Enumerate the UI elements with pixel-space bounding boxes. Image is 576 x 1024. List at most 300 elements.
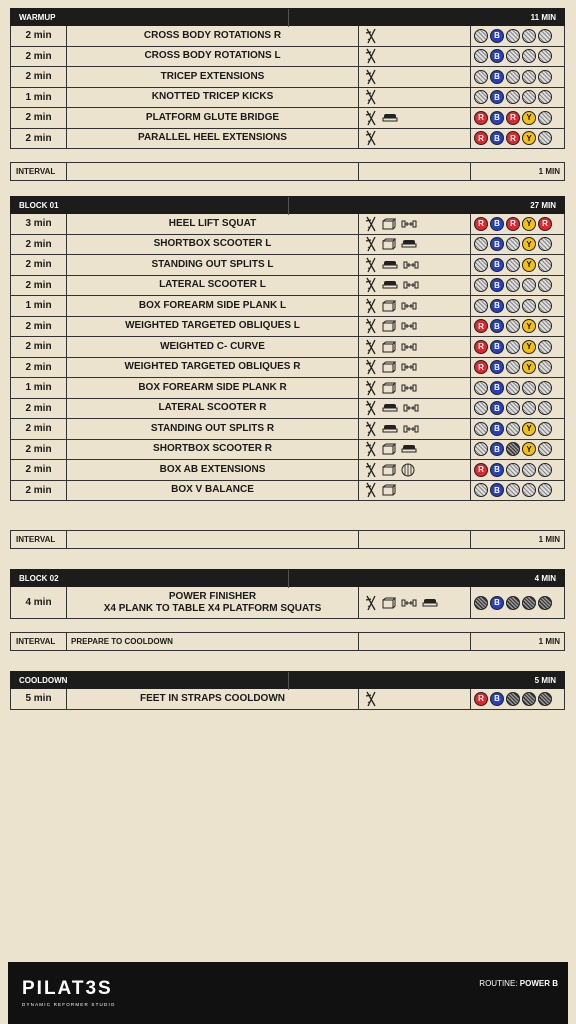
exercise-row [10,108,565,129]
level-empty-icon [506,90,520,104]
level-y-badge: Y [522,237,536,251]
interval-bar [10,162,565,181]
dumbbell-icon [401,383,417,393]
level-y-badge: Y [522,340,536,354]
interval-blank [359,163,471,180]
equipment-cell [359,460,471,480]
section-header [10,569,565,587]
box-icon [382,320,396,332]
exercise-row [10,460,565,481]
strap-icon [365,318,377,334]
exercise-name: TRICEP EXTENSIONS [67,67,359,87]
level-b-badge: B [490,299,504,313]
exercise-row [10,214,565,235]
platform-icon [382,424,398,434]
level-empty-icon [506,299,520,313]
level-b-badge: B [490,596,504,610]
section-duration: 5 MIN [534,675,556,685]
equipment-cell [359,296,471,316]
box-icon [382,238,396,250]
level-dark-icon [506,692,520,706]
level-empty-icon [506,360,520,374]
levels-cell [471,337,566,357]
interval-label: INTERVAL [11,163,67,180]
level-b-badge: B [490,442,504,456]
level-empty-icon [474,70,488,84]
equipment-cell [359,399,471,419]
level-empty-icon [474,381,488,395]
exercise-name: CROSS BODY ROTATIONS L [67,47,359,67]
levels-cell [471,108,566,128]
level-empty-icon [538,483,552,497]
level-y-badge: Y [522,131,536,145]
dumbbell-icon [403,403,419,413]
level-empty-icon [474,90,488,104]
exercise-time: 2 min [11,129,67,149]
strap-icon [365,462,377,478]
exercise-name: BOX FOREARM SIDE PLANK R [67,378,359,398]
level-r-badge: R [474,360,488,374]
equipment-cell [359,129,471,149]
levels-cell [471,689,566,709]
levels-cell [471,378,566,398]
platform-icon [401,239,417,249]
exercise-time: 2 min [11,47,67,67]
level-empty-icon [506,29,520,43]
level-empty-icon [538,49,552,63]
level-empty-icon [474,278,488,292]
exercise-time: 2 min [11,358,67,378]
ball-icon [401,463,415,477]
level-empty-icon [474,49,488,63]
exercise-row [10,587,565,619]
level-r-badge: R [474,217,488,231]
exercise-name: SHORTBOX SCOOTER R [67,440,359,460]
box-icon [382,382,396,394]
levels-cell [471,399,566,419]
level-empty-icon [474,258,488,272]
strap-icon [365,28,377,44]
level-empty-icon [538,111,552,125]
exercise-row [10,481,565,502]
exercise-row [10,255,565,276]
section-block01 [10,196,565,501]
level-empty-icon [506,401,520,415]
level-empty-icon [538,442,552,456]
level-empty-icon [506,278,520,292]
level-empty-icon [522,49,536,63]
interval-row [10,530,565,549]
level-r-badge: R [538,217,552,231]
level-b-badge: B [490,422,504,436]
level-empty-icon [538,319,552,333]
box-icon [382,597,396,609]
strap-icon [365,216,377,232]
exercise-time: 2 min [11,419,67,439]
box-icon [382,218,396,230]
strap-icon [365,130,377,146]
exercise-name [67,587,359,618]
levels-cell [471,460,566,480]
level-empty-icon [474,237,488,251]
level-y-badge: Y [522,422,536,436]
brand-logo [22,978,116,1007]
section-duration: 4 MIN [534,573,556,583]
strap-icon [365,421,377,437]
exercise-name: BOX AB EXTENSIONS [67,460,359,480]
exercise-name-line1: POWER FINISHER [168,590,257,602]
exercise-name: HEEL LIFT SQUAT [67,214,359,234]
level-empty-icon [522,299,536,313]
level-b-badge: B [490,237,504,251]
box-icon [382,341,396,353]
level-r-badge: R [506,131,520,145]
exercise-row [10,129,565,150]
platform-icon [401,444,417,454]
exercise-name: WEIGHTED C- CURVE [67,337,359,357]
level-empty-icon [538,422,552,436]
section-header [10,8,565,26]
exercise-row [10,276,565,297]
platform-icon [382,403,398,413]
strap-icon [365,257,377,273]
level-dark-icon [522,596,536,610]
exercise-row [10,440,565,461]
exercise-row [10,26,565,47]
strap-icon [365,691,377,707]
level-b-badge: B [490,360,504,374]
exercise-time: 2 min [11,399,67,419]
level-empty-icon [538,90,552,104]
equipment-cell [359,378,471,398]
equipment-cell [359,689,471,709]
level-y-badge: Y [522,111,536,125]
dumbbell-icon [401,598,417,608]
dumbbell-icon [403,280,419,290]
levels-cell [471,276,566,296]
section-block02 [10,569,565,619]
platform-icon [382,260,398,270]
levels-cell [471,255,566,275]
level-b-badge: B [490,278,504,292]
exercise-row [10,378,565,399]
dumbbell-icon [401,362,417,372]
levels-cell [471,88,566,108]
equipment-cell [359,317,471,337]
level-b-badge: B [490,483,504,497]
level-r-badge: R [474,319,488,333]
level-b-badge: B [490,692,504,706]
level-b-badge: B [490,131,504,145]
level-empty-icon [522,278,536,292]
routine-label [479,979,558,988]
box-icon [382,300,396,312]
exercise-time: 2 min [11,67,67,87]
box-icon [382,464,396,476]
interval-label: INTERVAL [11,531,67,548]
routine-name: POWER B [519,979,558,988]
level-y-badge: Y [522,319,536,333]
levels-cell [471,587,566,618]
level-empty-icon [538,463,552,477]
exercise-time: 1 min [11,296,67,316]
level-empty-icon [538,70,552,84]
level-r-badge: R [474,111,488,125]
equipment-cell [359,47,471,67]
exercise-time: 2 min [11,108,67,128]
exercise-row [10,67,565,88]
exercise-time: 5 min [11,689,67,709]
exercise-name: WEIGHTED TARGETED OBLIQUES R [67,358,359,378]
exercise-row [10,296,565,317]
strap-icon [365,89,377,105]
levels-cell [471,481,566,501]
level-b-badge: B [490,217,504,231]
exercise-time: 2 min [11,460,67,480]
levels-cell [471,129,566,149]
section-header [10,671,565,689]
interval-duration: 1 MIN [538,637,560,646]
level-r-badge: R [506,111,520,125]
exercise-time: 2 min [11,317,67,337]
level-r-badge: R [474,692,488,706]
exercise-name: LATERAL SCOOTER R [67,399,359,419]
level-empty-icon [506,319,520,333]
interval-row [10,162,565,181]
exercise-row [10,317,565,338]
exercise-name: KNOTTED TRICEP KICKS [67,88,359,108]
footer-bar [8,962,568,1024]
exercise-time: 2 min [11,440,67,460]
equipment-cell [359,67,471,87]
platform-icon [422,598,438,608]
level-empty-icon [506,483,520,497]
strap-icon [365,236,377,252]
level-empty-icon [538,299,552,313]
level-dark-icon [506,442,520,456]
levels-cell [471,358,566,378]
strap-icon [365,482,377,498]
equipment-cell [359,235,471,255]
level-empty-icon [506,237,520,251]
levels-cell [471,317,566,337]
level-b-badge: B [490,258,504,272]
level-empty-icon [522,483,536,497]
exercise-row [10,689,565,710]
interval-blank [359,633,471,650]
level-b-badge: B [490,49,504,63]
equipment-cell [359,276,471,296]
exercise-time: 4 min [11,587,67,618]
exercise-row [10,337,565,358]
level-empty-icon [474,29,488,43]
exercise-name: FEET IN STRAPS COOLDOWN [67,689,359,709]
level-y-badge: Y [522,360,536,374]
dumbbell-icon [401,301,417,311]
level-empty-icon [538,237,552,251]
box-icon [382,484,396,496]
section-title: COOLDOWN [19,675,68,685]
level-dark-icon [522,692,536,706]
exercise-name: LATERAL SCOOTER L [67,276,359,296]
interval-bar [10,530,565,549]
level-empty-icon [506,49,520,63]
interval-bar [10,632,565,651]
level-empty-icon [506,381,520,395]
level-empty-icon [522,29,536,43]
equipment-cell [359,214,471,234]
level-b-badge: B [490,70,504,84]
platform-icon [382,280,398,290]
section-duration: 27 MIN [530,200,556,210]
level-b-badge: B [490,319,504,333]
exercise-name-line2: X4 PLANK TO TABLE X4 PLATFORM SQUATS [103,602,322,614]
level-empty-icon [506,463,520,477]
exercise-row [10,399,565,420]
levels-cell [471,47,566,67]
level-empty-icon [538,29,552,43]
exercise-row [10,235,565,256]
level-empty-icon [474,401,488,415]
level-empty-icon [522,401,536,415]
exercise-name: BOX V BALANCE [67,481,359,501]
level-b-badge: B [490,401,504,415]
level-r-badge: R [474,131,488,145]
section-warmup [10,8,565,149]
strap-icon [365,339,377,355]
equipment-cell [359,419,471,439]
strap-icon [365,69,377,85]
section-header [10,196,565,214]
exercise-name: WEIGHTED TARGETED OBLIQUES L [67,317,359,337]
level-empty-icon [506,70,520,84]
levels-cell [471,67,566,87]
level-r-badge: R [474,463,488,477]
level-empty-icon [506,340,520,354]
interval-note [67,531,359,548]
level-empty-icon [538,360,552,374]
exercise-time: 1 min [11,88,67,108]
section-duration: 11 MIN [530,12,556,22]
interval-duration: 1 MIN [538,167,560,176]
level-empty-icon [538,258,552,272]
level-empty-icon [474,442,488,456]
section-title: BLOCK 02 [19,573,59,583]
exercise-time: 1 min [11,378,67,398]
exercise-time: 2 min [11,255,67,275]
exercise-name: PLATFORM GLUTE BRIDGE [67,108,359,128]
exercise-row [10,358,565,379]
exercise-name: CROSS BODY ROTATIONS R [67,26,359,46]
level-dark-icon [474,596,488,610]
strap-icon [365,110,377,126]
dumbbell-icon [401,219,417,229]
exercise-time: 2 min [11,337,67,357]
logo-tagline: DYNAMIC REFORMER STUDIO [22,1002,116,1007]
levels-cell [471,296,566,316]
level-empty-icon [522,463,536,477]
strap-icon [365,359,377,375]
equipment-cell [359,587,471,618]
levels-cell [471,26,566,46]
exercise-name: PARALLEL HEEL EXTENSIONS [67,129,359,149]
dumbbell-icon [401,321,417,331]
level-b-badge: B [490,90,504,104]
level-empty-icon [506,258,520,272]
level-y-badge: Y [522,217,536,231]
level-empty-icon [538,401,552,415]
exercise-time: 3 min [11,214,67,234]
equipment-cell [359,481,471,501]
interval-duration: 1 MIN [538,535,560,544]
interval-blank [359,531,471,548]
interval-label: INTERVAL [11,633,67,650]
exercise-row [10,47,565,68]
levels-cell [471,440,566,460]
section-title: WARMUP [19,12,56,22]
level-empty-icon [474,299,488,313]
level-empty-icon [474,422,488,436]
level-empty-icon [538,340,552,354]
strap-icon [365,441,377,457]
level-dark-icon [506,596,520,610]
section-title: BLOCK 01 [19,200,59,210]
exercise-name: SHORTBOX SCOOTER L [67,235,359,255]
logo-text: PILAT3S [22,978,113,999]
equipment-cell [359,358,471,378]
exercise-name: BOX FOREARM SIDE PLANK L [67,296,359,316]
dumbbell-icon [401,342,417,352]
exercise-time: 2 min [11,26,67,46]
level-b-badge: B [490,463,504,477]
exercise-name: STANDING OUT SPLITS R [67,419,359,439]
equipment-cell [359,88,471,108]
level-b-badge: B [490,381,504,395]
strap-icon [365,298,377,314]
level-empty-icon [474,483,488,497]
exercise-time: 2 min [11,235,67,255]
level-y-badge: Y [522,442,536,456]
strap-icon [365,595,377,611]
equipment-cell [359,440,471,460]
level-r-badge: R [474,340,488,354]
level-empty-icon [522,70,536,84]
equipment-cell [359,337,471,357]
level-empty-icon [522,90,536,104]
levels-cell [471,235,566,255]
level-empty-icon [538,381,552,395]
dumbbell-icon [403,260,419,270]
strap-icon [365,400,377,416]
routine-prefix: ROUTINE: [479,979,518,988]
dumbbell-icon [403,424,419,434]
equipment-cell [359,255,471,275]
exercise-row [10,419,565,440]
interval-note [67,163,359,180]
level-b-badge: B [490,29,504,43]
level-b-badge: B [490,340,504,354]
exercise-time: 2 min [11,481,67,501]
level-empty-icon [506,422,520,436]
level-empty-icon [538,131,552,145]
level-y-badge: Y [522,258,536,272]
level-dark-icon [538,692,552,706]
strap-icon [365,277,377,293]
strap-icon [365,380,377,396]
box-icon [382,443,396,455]
equipment-cell [359,108,471,128]
interval-note: PREPARE TO COOLDOWN [67,633,359,650]
